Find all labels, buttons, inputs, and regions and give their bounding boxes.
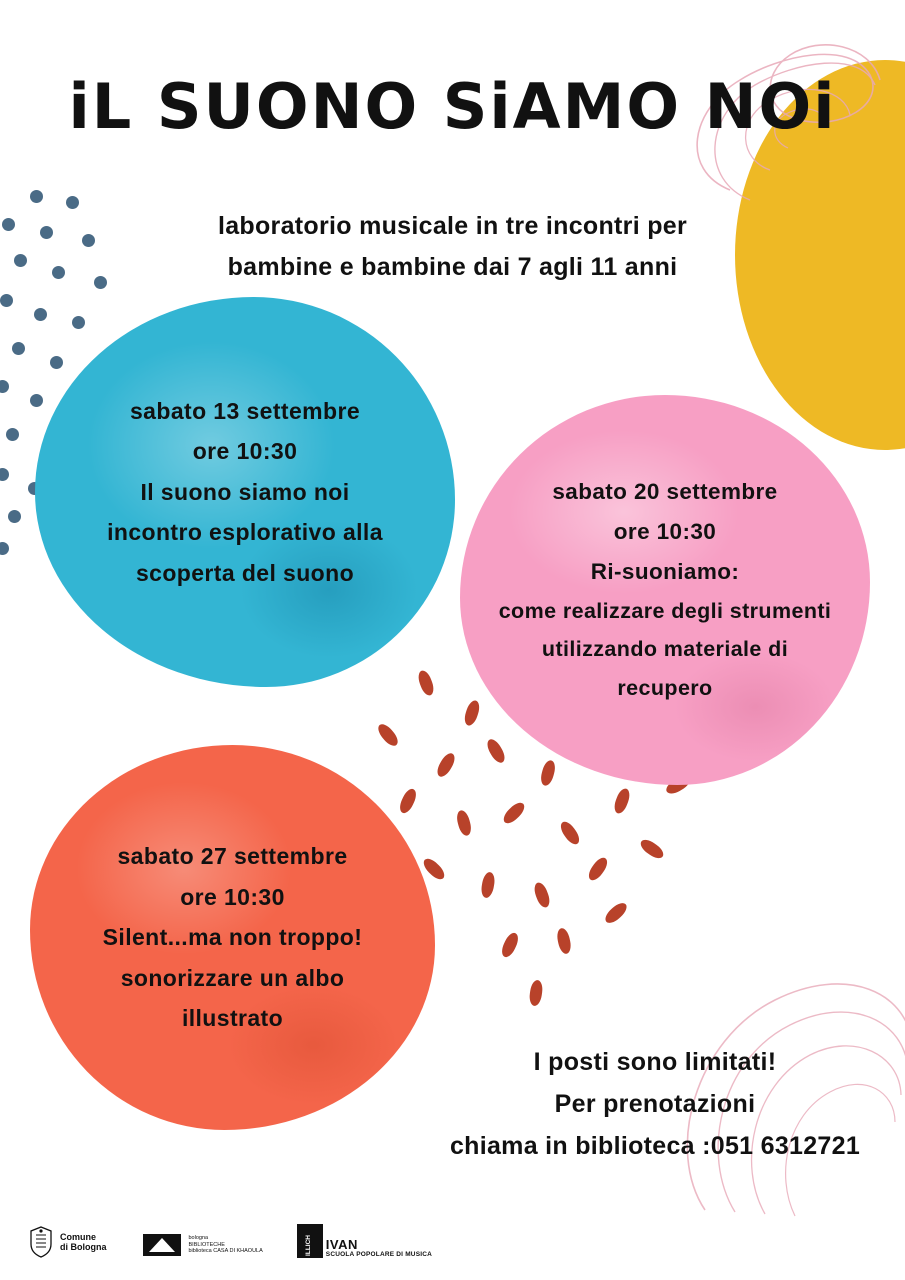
logo-comune-line1: Comune	[60, 1231, 96, 1242]
logo-comune-text	[60, 1232, 107, 1253]
crest-icon	[28, 1226, 54, 1258]
session-pink-name: Ri-suoniamo:	[590, 558, 740, 584]
subtitle-line-1: laboratorio musicale in tre incontri per	[217, 212, 688, 240]
logo-ivan-text	[326, 1238, 432, 1258]
session-pink-time: ore 10:30	[613, 518, 717, 544]
booking-phone-line: chiama in biblioteca :051 6312721	[449, 1132, 861, 1160]
session-card-orange	[30, 745, 435, 1130]
session-blue-desc-1: incontro esplorativo alla	[107, 519, 383, 546]
logo-biblioteche-line3: biblioteca CASA DI KHAOULA	[188, 1248, 263, 1255]
session-orange-name: Silent...ma non troppo!	[102, 924, 363, 951]
poster-subtitle	[0, 200, 905, 294]
ivan-mark-icon	[297, 1224, 323, 1258]
logo-biblioteche-text	[189, 1235, 263, 1255]
booking-info	[420, 1035, 890, 1174]
logo-biblioteche-line1: bologna	[188, 1235, 209, 1242]
subtitle-line-2: bambine e bambine dai 7 agli 11 anni	[227, 253, 678, 281]
booking-line-2: Per prenotazioni	[554, 1090, 756, 1118]
poster-title: iL SUONO SiAMO NOi	[68, 70, 837, 143]
session-pink-desc-1: come realizzare degli strumenti	[498, 598, 832, 623]
session-orange-time: ore 10:30	[180, 883, 285, 910]
session-pink-date: sabato 20 settembre	[552, 479, 778, 505]
logo-comune-di-bologna	[28, 1226, 107, 1258]
ivan-vertical-label: ILLICH	[304, 1235, 312, 1256]
session-blue-date: sabato 13 settembre	[129, 397, 361, 424]
session-orange-date: sabato 27 settembre	[117, 843, 348, 870]
logo-strip	[28, 1224, 432, 1258]
session-orange-desc-1: sonorizzare un albo	[120, 964, 345, 991]
session-card-pink	[460, 395, 870, 785]
logo-comune-line2: di Bologna	[60, 1242, 107, 1252]
session-blue-time: ore 10:30	[192, 438, 298, 465]
booking-line-1: I posti sono limitati!	[533, 1048, 777, 1076]
open-book-icon	[141, 1232, 183, 1258]
session-pink-desc-3: recupero	[617, 676, 713, 701]
logo-ivan-illich	[297, 1224, 432, 1258]
logo-biblioteche-bologna	[141, 1232, 263, 1258]
session-card-blue	[35, 297, 455, 687]
logo-ivan-sub: SCUOLA POPOLARE DI MUSICA	[325, 1251, 433, 1258]
logo-biblioteche-line2: BIBLIOTECHE	[188, 1241, 225, 1248]
logo-ivan-name: IVAN	[325, 1237, 358, 1252]
session-blue-desc-2: scoperta del suono	[135, 559, 355, 586]
session-orange-desc-2: illustrato	[181, 1005, 284, 1032]
session-blue-name: Il suono siamo noi	[140, 478, 350, 505]
session-pink-desc-2: utilizzando materiale di	[541, 637, 789, 662]
